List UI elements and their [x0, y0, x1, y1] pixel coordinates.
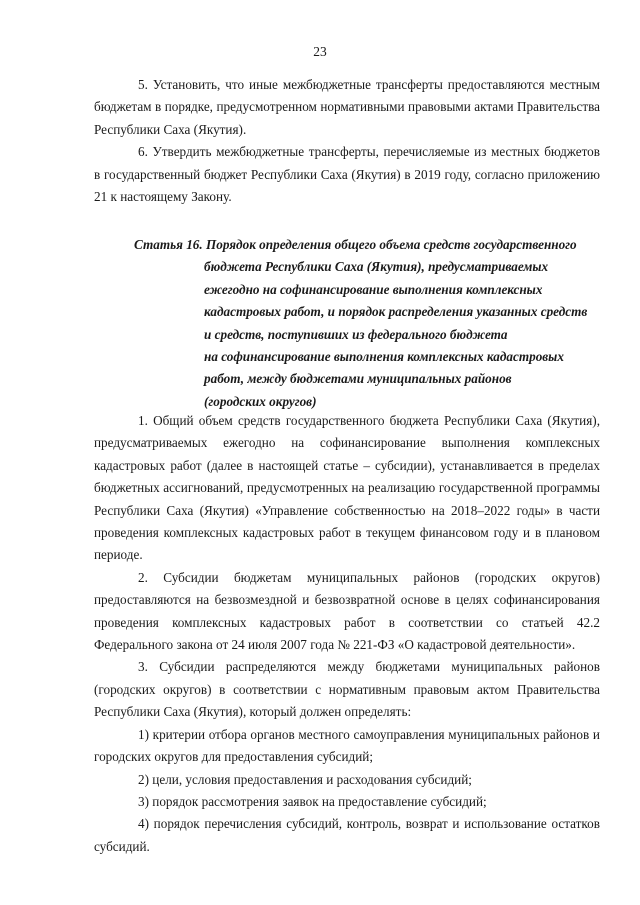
paragraph-item-5: 5. Установить, что иные межбюджетные трансферты предоставляются местным бюджетам в порядке, предусмотренном нормативными правовыми актами Правительства Республики Саха (Якутия).: [94, 77, 600, 137]
intro-section: [94, 74, 600, 208]
article-title-line: на софинансирование выполнения комплексных кадастровых: [204, 349, 564, 365]
article-title-line: и средств, поступивших из федерального бюджета: [204, 326, 508, 342]
paragraph-item-6: 6. Утвердить межбюджетные трансферты, перечисляемые из местных бюджетов в государственный бюджет Республики Саха (Якутия) в 2019 году, согласно приложению 21 к настоящему Закону.: [94, 144, 600, 205]
page-number: 23: [313, 44, 327, 59]
article-title: Статья 16. Порядок определения общего объема средств государственного: [134, 237, 577, 252]
list-item-review: 3) порядок рассмотрения заявок на предоставление субсидий;: [138, 793, 487, 809]
list-item-transfer: 4) порядок перечисления субсидий, контроль, возврат и использование остатков субсидий.: [94, 816, 600, 854]
list-item-criteria: 1) критерии отбора органов местного самоуправления муниципальных районов и городских округов для предоставления субсидий;: [94, 726, 600, 765]
article-16-body: [94, 410, 600, 858]
article-title-line: кадастровых работ, и порядок распределения указанных средств: [204, 304, 588, 320]
list-item-goals: 2) цели, условия предоставления и расходования субсидий;: [138, 771, 472, 787]
article-part-2: 2. Субсидии бюджетам муниципальных районов (городских округов) предоставляются на безвозмездной и безвозвратной основе в целях софинансирования проведения комплексных кадастровых работ в соответствии со статьей 42.2 Федерального закона от 24 июля 2007 года № 221-ФЗ «О кадастровой деятельности».: [94, 569, 600, 653]
article-part-1: 1. Общий объем средств государственного бюджета Республики Саха (Якутия), предусматриваемых ежегодно на софинансирование выполнения комплексных кадастровых работ (далее в настоящей статье – субсидии), устанавливается в пределах бюджетных ассигнований, предусмотренных на реализацию государственной программы Республики Саха (Якутия) «Управление собственностью на 2018–2022 годы» в части проведения комплексных кадастровых работ в текущем финансовом году и в плановом периоде.: [94, 413, 600, 563]
article-title-line: бюджета Республики Саха (Якутия), предусматриваемых: [204, 259, 549, 275]
article-title-line: ежегодно на софинансирование выполнения комплексных: [204, 281, 543, 297]
article-16-heading: [134, 234, 594, 413]
article-title-line: (городских округов): [204, 393, 317, 409]
article-part-3: 3. Субсидии распределяются между бюджетами муниципальных районов (городских округов) в соответствии с нормативным правовым актом Правительства Республики Саха (Якутия), который должен определять:: [94, 659, 600, 720]
article-title-line: работ, между бюджетами муниципальных районов: [204, 371, 512, 387]
